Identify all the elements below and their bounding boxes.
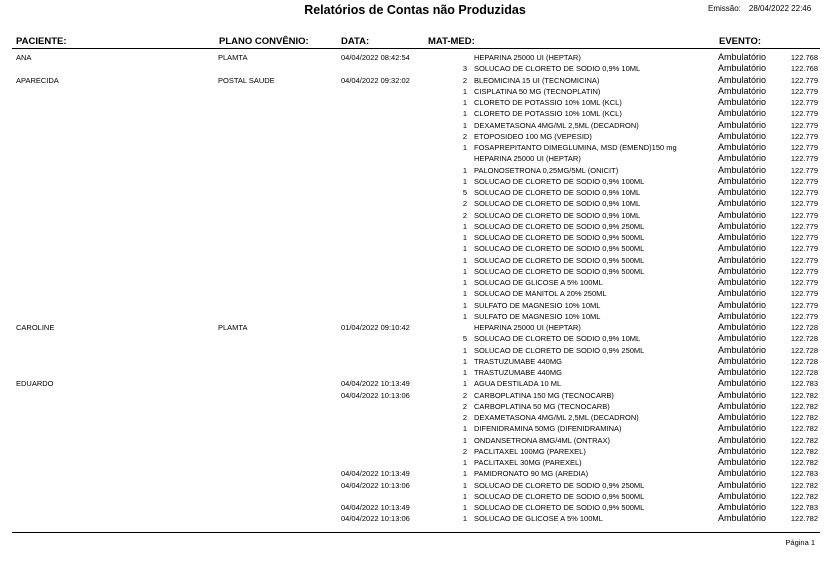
table-row xyxy=(0,367,830,378)
event-cell: Ambulatório xyxy=(718,299,767,310)
event-cell: Ambulatório xyxy=(718,74,767,85)
account-number-cell: 122.779 xyxy=(790,255,818,265)
event-cell: Ambulatório xyxy=(718,130,767,141)
table-row xyxy=(0,243,830,254)
material-cell: SOLUCAO DE CLORETO DE SODIO 0,9% 100ML xyxy=(474,176,645,186)
account-number-cell: 122.779 xyxy=(790,244,818,254)
account-number-cell: 122.782 xyxy=(790,514,818,524)
account-number-cell: 122.783 xyxy=(790,503,818,512)
material-cell: DEXAMETASONA 4MG/ML 2,5ML (DECADRON) xyxy=(474,120,639,130)
table-row xyxy=(0,480,830,491)
table-row xyxy=(0,187,830,198)
event-cell: Ambulatório xyxy=(718,254,767,265)
page-number: Página 1 xyxy=(785,538,815,547)
health-plan: PLAMTA xyxy=(218,323,248,332)
date-cell: 04/04/2022 10:13:49 xyxy=(341,469,410,479)
account-number-cell: 122.779 xyxy=(790,300,818,310)
table-row xyxy=(0,153,830,164)
date-cell: 04/04/2022 09:32:02 xyxy=(341,75,410,85)
date-cell: 04/04/2022 10:13:06 xyxy=(341,514,410,524)
table-row xyxy=(0,412,830,423)
quantity-cell: 1 xyxy=(462,311,467,321)
event-cell: Ambulatório xyxy=(718,445,767,456)
account-number-cell: 122.779 xyxy=(790,266,818,276)
event-cell: Ambulatório xyxy=(718,277,767,287)
material-cell: FOSAPREPITANTO DIMEGLUMINA, MSD (EMEND)150 mg xyxy=(474,143,677,152)
column-header-matmed: MAT-MED: xyxy=(428,36,475,47)
account-number-cell: 122.782 xyxy=(790,480,818,490)
material-cell: SOLUCAO DE CLORETO DE SODIO 0,9% 500ML xyxy=(474,233,645,242)
event-cell: Ambulatório xyxy=(718,502,767,512)
account-number-cell: 122.779 xyxy=(790,311,818,321)
event-cell: Ambulatório xyxy=(718,322,767,332)
event-cell: Ambulatório xyxy=(718,310,767,321)
quantity-cell: 2 xyxy=(462,199,467,209)
column-header-plano: PLANO CONVÊNIO: xyxy=(219,36,309,47)
emission-label: Emissão: xyxy=(708,4,741,13)
material-cell: SOLUCAO DE CLORETO DE SODIO 0,9% 10ML xyxy=(474,334,641,344)
event-cell: Ambulatório xyxy=(718,164,767,175)
material-cell: HEPARINA 25000 UI (HEPTAR) xyxy=(474,323,581,332)
quantity-cell: 1 xyxy=(462,514,467,524)
quantity-cell: 1 xyxy=(462,120,467,130)
table-row xyxy=(0,356,830,367)
account-number-cell: 122.728 xyxy=(790,345,818,355)
account-number-cell: 122.779 xyxy=(790,131,818,141)
header-divider xyxy=(12,48,820,49)
material-cell: SULFATO DE MAGNESIO 10% 10ML xyxy=(474,311,601,321)
material-cell: SOLUCAO DE CLORETO DE SODIO 0,9% 500ML xyxy=(474,266,645,276)
material-cell: HEPARINA 25000 UI (HEPTAR) xyxy=(474,53,581,62)
material-cell: PALONOSETRONA 0,25MG/5ML (ONICIT) xyxy=(474,165,619,175)
event-cell: Ambulatório xyxy=(718,288,767,299)
account-number-cell: 122.783 xyxy=(790,469,818,479)
material-cell: CLORETO DE POTASSIO 10% 10ML (KCL) xyxy=(474,98,622,107)
event-cell: Ambulatório xyxy=(718,63,767,74)
event-cell: Ambulatório xyxy=(718,232,767,242)
patient-name: EDUARDO xyxy=(16,379,54,389)
quantity-cell: 1 xyxy=(462,491,467,501)
table-row xyxy=(0,401,830,412)
account-number-cell: 122.779 xyxy=(790,221,818,231)
table-row xyxy=(0,311,830,322)
event-cell: Ambulatório xyxy=(718,367,767,377)
account-number-cell: 122.728 xyxy=(790,356,818,366)
account-number-cell: 122.782 xyxy=(790,435,818,445)
event-cell: Ambulatório xyxy=(718,423,767,434)
emission-date: 28/04/2022 22:46 xyxy=(748,4,812,13)
event-cell: Ambulatório xyxy=(718,378,767,389)
table-row xyxy=(0,300,830,311)
quantity-cell: 2 xyxy=(462,413,467,422)
event-cell: Ambulatório xyxy=(718,243,767,254)
event-cell: Ambulatório xyxy=(718,434,767,445)
account-number-cell: 122.779 xyxy=(790,278,818,287)
quantity-cell: 1 xyxy=(462,233,467,242)
table-row xyxy=(0,255,830,266)
material-cell: BLEOMICINA 15 UI (TECNOMICINA) xyxy=(474,75,600,85)
material-cell: ONDANSETRONA 8MG/4ML (ONTRAX) xyxy=(474,435,610,445)
table-row xyxy=(0,502,830,513)
account-number-cell: 122.728 xyxy=(790,368,818,377)
event-cell: Ambulatório xyxy=(718,220,767,231)
table-row xyxy=(0,86,830,97)
table-row xyxy=(0,52,830,63)
quantity-cell: 3 xyxy=(462,64,467,74)
quantity-cell: 2 xyxy=(462,210,467,220)
account-number-cell: 122.779 xyxy=(790,289,818,299)
material-cell: CARBOPLATINA 150 MG (TECNOCARB) xyxy=(474,390,614,400)
account-number-cell: 122.768 xyxy=(790,53,818,62)
event-cell: Ambulatório xyxy=(718,490,767,501)
material-cell: SOLUCAO DE MANITOL A 20% 250ML xyxy=(474,289,607,299)
quantity-cell: 1 xyxy=(462,435,467,445)
table-row xyxy=(0,288,830,299)
event-cell: Ambulatório xyxy=(718,198,767,209)
material-cell: CLORETO DE POTASSIO 10% 10ML (KCL) xyxy=(474,109,622,119)
table-row xyxy=(0,221,830,232)
quantity-cell: 1 xyxy=(462,503,467,512)
date-cell: 04/04/2022 10:13:49 xyxy=(341,379,410,389)
quantity-cell: 1 xyxy=(462,255,467,265)
table-row xyxy=(0,345,830,356)
date-cell: 01/04/2022 09:10:42 xyxy=(341,323,410,332)
event-cell: Ambulatório xyxy=(718,52,767,62)
event-cell: Ambulatório xyxy=(718,85,767,96)
event-cell: Ambulatório xyxy=(718,457,767,467)
quantity-cell: 1 xyxy=(462,345,467,355)
account-number-cell: 122.779 xyxy=(790,143,818,152)
emission-info xyxy=(708,4,811,13)
account-number-cell: 122.783 xyxy=(790,379,818,389)
material-cell: HEPARINA 25000 UI (HEPTAR) xyxy=(474,154,581,164)
quantity-cell: 2 xyxy=(462,390,467,400)
event-cell: Ambulatório xyxy=(718,333,767,344)
event-cell: Ambulatório xyxy=(718,119,767,130)
quantity-cell: 1 xyxy=(462,109,467,119)
material-cell: SOLUCAO DE CLORETO DE SODIO 0,9% 500ML xyxy=(474,244,645,254)
table-row xyxy=(0,378,830,389)
account-number-cell: 122.782 xyxy=(790,413,818,422)
quantity-cell: 1 xyxy=(462,469,467,479)
event-cell: Ambulatório xyxy=(718,389,767,400)
table-row xyxy=(0,277,830,288)
quantity-cell: 1 xyxy=(462,244,467,254)
quantity-cell: 5 xyxy=(462,188,467,197)
quantity-cell: 1 xyxy=(462,266,467,276)
account-number-cell: 122.779 xyxy=(790,188,818,197)
table-row xyxy=(0,435,830,446)
account-number-cell: 122.779 xyxy=(790,109,818,119)
table-row xyxy=(0,142,830,153)
material-cell: CARBOPLATINA 50 MG (TECNOCARB) xyxy=(474,401,610,411)
patient-name: ANA xyxy=(16,53,32,62)
event-cell: Ambulatório xyxy=(718,175,767,186)
date-cell: 04/04/2022 08:42:54 xyxy=(341,53,410,62)
account-number-cell: 122.779 xyxy=(790,199,818,209)
material-cell: PACLITAXEL 100MG (PAREXEL) xyxy=(474,446,586,456)
table-row xyxy=(0,390,830,401)
table-row xyxy=(0,491,830,502)
quantity-cell: 1 xyxy=(462,98,467,107)
account-number-cell: 122.782 xyxy=(790,424,818,434)
account-number-cell: 122.782 xyxy=(790,390,818,400)
table-row xyxy=(0,457,830,468)
quantity-cell: 1 xyxy=(462,424,467,434)
quantity-cell: 5 xyxy=(462,334,467,344)
material-cell: SOLUCAO DE CLORETO DE SODIO 0,9% 500ML xyxy=(474,503,645,512)
column-header-evento: EVENTO: xyxy=(719,36,762,47)
material-cell: PACLITAXEL 30MG (PAREXEL) xyxy=(474,458,582,467)
material-cell: SOLUCAO DE GLICOSE A 5% 100ML xyxy=(474,514,603,524)
material-cell: PAMIDRONATO 90 MG (AREDIA) xyxy=(474,469,589,479)
account-number-cell: 122.782 xyxy=(790,446,818,456)
material-cell: TRASTUZUMABE 440MG xyxy=(474,368,562,377)
event-cell: Ambulatório xyxy=(718,344,767,355)
event-cell: Ambulatório xyxy=(718,355,767,366)
account-number-cell: 122.779 xyxy=(790,86,818,96)
table-row xyxy=(0,423,830,434)
material-cell: CISPLATINA 50 MG (TECNOPLATIN) xyxy=(474,86,601,96)
event-cell: Ambulatório xyxy=(718,400,767,411)
table-row xyxy=(0,513,830,524)
event-cell: Ambulatório xyxy=(718,142,767,152)
quantity-cell: 1 xyxy=(462,86,467,96)
quantity-cell: 2 xyxy=(462,446,467,456)
table-row xyxy=(0,63,830,74)
health-plan: POSTAL SAUDE xyxy=(218,75,275,85)
health-plan: PLAMTA xyxy=(218,53,248,62)
quantity-cell: 2 xyxy=(462,401,467,411)
table-row xyxy=(0,468,830,479)
table-row xyxy=(0,120,830,131)
quantity-cell: 1 xyxy=(462,176,467,186)
account-number-cell: 122.768 xyxy=(790,64,818,74)
material-cell: SOLUCAO DE CLORETO DE SODIO 0,9% 500ML xyxy=(474,255,645,265)
quantity-cell: 1 xyxy=(462,143,467,152)
table-row xyxy=(0,333,830,344)
material-cell: ETOPOSIDEO 100 MG (VEPESID) xyxy=(474,131,592,141)
material-cell: SOLUCAO DE CLORETO DE SODIO 0,9% 10ML xyxy=(474,188,641,197)
quantity-cell: 1 xyxy=(462,379,467,389)
table-row xyxy=(0,446,830,457)
quantity-cell: 2 xyxy=(462,75,467,85)
patient-name: CAROLINE xyxy=(16,323,55,332)
quantity-cell: 1 xyxy=(462,356,467,366)
material-cell: SOLUCAO DE CLORETO DE SODIO 0,9% 500ML xyxy=(474,491,645,501)
table-row xyxy=(0,232,830,243)
material-cell: SOLUCAO DE CLORETO DE SODIO 0,9% 10ML xyxy=(474,210,641,220)
footer-divider xyxy=(12,532,820,533)
material-cell: SOLUCAO DE CLORETO DE SODIO 0,9% 10ML xyxy=(474,64,641,74)
event-cell: Ambulatório xyxy=(718,265,767,276)
event-cell: Ambulatório xyxy=(718,468,767,479)
material-cell: SOLUCAO DE CLORETO DE SODIO 0,9% 250ML xyxy=(474,480,645,490)
table-row xyxy=(0,266,830,277)
account-number-cell: 122.779 xyxy=(790,176,818,186)
account-number-cell: 122.779 xyxy=(790,75,818,85)
material-cell: TRASTUZUMABE 440MG xyxy=(474,356,562,366)
material-cell: DEXAMETASONA 4MG/ML 2,5ML (DECADRON) xyxy=(474,413,639,422)
account-number-cell: 122.779 xyxy=(790,120,818,130)
column-header-data: DATA: xyxy=(341,36,370,47)
account-number-cell: 122.782 xyxy=(790,458,818,467)
account-number-cell: 122.779 xyxy=(790,154,818,164)
material-cell: SULFATO DE MAGNESIO 10% 10ML xyxy=(474,300,601,310)
account-number-cell: 122.782 xyxy=(790,491,818,501)
quantity-cell: 1 xyxy=(462,289,467,299)
event-cell: Ambulatório xyxy=(718,412,767,422)
quantity-cell: 2 xyxy=(462,131,467,141)
quantity-cell: 1 xyxy=(462,480,467,490)
report-title: Relatórios de Contas não Produzidas xyxy=(304,3,526,17)
table-row xyxy=(0,131,830,142)
date-cell: 04/04/2022 10:13:06 xyxy=(341,480,410,490)
account-number-cell: 122.779 xyxy=(790,165,818,175)
event-cell: Ambulatório xyxy=(718,97,767,107)
account-number-cell: 122.782 xyxy=(790,401,818,411)
quantity-cell: 1 xyxy=(462,458,467,467)
event-cell: Ambulatório xyxy=(718,108,767,119)
event-cell: Ambulatório xyxy=(718,479,767,490)
table-row xyxy=(0,322,830,333)
date-cell: 04/04/2022 10:13:49 xyxy=(341,503,410,512)
table-row xyxy=(0,210,830,221)
event-cell: Ambulatório xyxy=(718,187,767,197)
account-number-cell: 122.779 xyxy=(790,210,818,220)
patient-name: APARECIDA xyxy=(16,75,59,85)
quantity-cell: 1 xyxy=(462,300,467,310)
material-cell: AGUA DESTILADA 10 ML xyxy=(474,379,562,389)
material-cell: SOLUCAO DE GLICOSE A 5% 100ML xyxy=(474,278,603,287)
account-number-cell: 122.728 xyxy=(790,323,818,332)
material-cell: DIFENIDRAMINA 50MG (DIFENIDRAMINA) xyxy=(474,424,622,434)
material-cell: SOLUCAO DE CLORETO DE SODIO 0,9% 250ML xyxy=(474,345,645,355)
quantity-cell: 1 xyxy=(462,221,467,231)
account-number-cell: 122.779 xyxy=(790,98,818,107)
table-row xyxy=(0,97,830,108)
date-cell: 04/04/2022 10:13:06 xyxy=(341,390,410,400)
quantity-cell: 1 xyxy=(462,165,467,175)
event-cell: Ambulatório xyxy=(718,513,767,524)
event-cell: Ambulatório xyxy=(718,209,767,220)
table-row xyxy=(0,108,830,119)
quantity-cell: 1 xyxy=(462,278,467,287)
column-header-paciente: PACIENTE: xyxy=(16,36,67,47)
account-number-cell: 122.728 xyxy=(790,334,818,344)
table-row xyxy=(0,75,830,86)
event-cell: Ambulatório xyxy=(718,153,767,164)
table-row xyxy=(0,198,830,209)
material-cell: SOLUCAO DE CLORETO DE SODIO 0,9% 10ML xyxy=(474,199,641,209)
table-row xyxy=(0,176,830,187)
material-cell: SOLUCAO DE CLORETO DE SODIO 0,9% 250ML xyxy=(474,221,645,231)
quantity-cell: 1 xyxy=(462,368,467,377)
table-row xyxy=(0,165,830,176)
account-number-cell: 122.779 xyxy=(790,233,818,242)
